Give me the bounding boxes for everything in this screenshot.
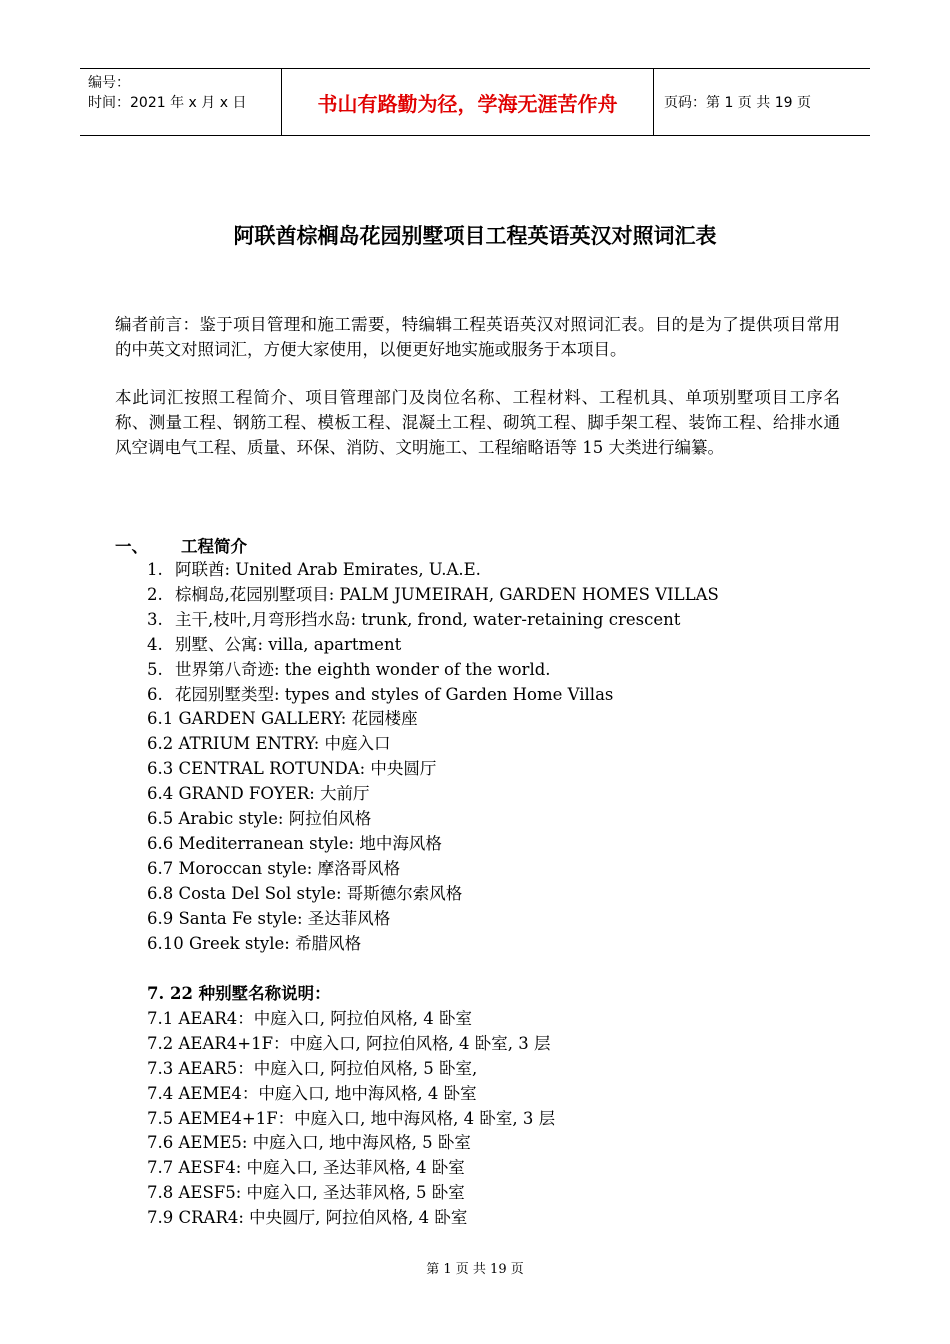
list-item: 7.7 AESF4: 中庭入口, 圣达菲风格, 4 卧室 bbox=[147, 1158, 465, 1178]
header-meta-cell bbox=[80, 69, 282, 135]
list-item: 6.8 Costa Del Sol style: 哥斯德尔索风格 bbox=[147, 883, 463, 903]
section-title: 工程简介 bbox=[181, 537, 247, 556]
villa-list bbox=[147, 982, 555, 1231]
list-item bbox=[147, 608, 719, 633]
header-table bbox=[80, 68, 870, 136]
date-line: 时间：2021 年 x 月 x 日 bbox=[88, 95, 247, 111]
list-item: 6.5 Arabic style: 阿拉伯风格 bbox=[147, 809, 372, 829]
section-heading bbox=[115, 535, 247, 559]
list-item: 6.1 GARDEN GALLERY: 花园楼座 bbox=[147, 709, 418, 729]
header-page-info: 页码：第 1 页 共 19 页 bbox=[664, 95, 811, 111]
term-list bbox=[147, 558, 719, 957]
item-number: 1. bbox=[147, 560, 163, 579]
item-number: 4. bbox=[147, 634, 163, 654]
list-item bbox=[147, 683, 719, 708]
list-item bbox=[147, 558, 719, 583]
list-item: 6.10 Greek style: 希腊风格 bbox=[147, 933, 362, 953]
list-item: 7.4 AEME4：中庭入口, 地中海风格, 4 卧室 bbox=[147, 1083, 477, 1103]
item-number: 2. bbox=[147, 584, 163, 604]
list-item: 7.6 AEME5: 中庭入口, 地中海风格, 5 卧室 bbox=[147, 1133, 471, 1153]
code-label: 编号： bbox=[88, 75, 130, 91]
item-number: 3. bbox=[147, 609, 163, 629]
list-item bbox=[147, 633, 719, 658]
list-item: 6.2 ATRIUM ENTRY: 中庭入口 bbox=[147, 734, 391, 754]
list-item: 7.5 AEME4+1F：中庭入口, 地中海风格, 4 卧室, 3 层 bbox=[147, 1108, 556, 1128]
item-text: 花园别墅类型: types and styles of Garden Home Villas bbox=[175, 684, 614, 704]
item-number: 6. bbox=[147, 684, 163, 704]
list-item bbox=[147, 658, 719, 683]
intro-paragraph: 本此词汇按照工程简介、项目管理部门及岗位名称、工程材料、工程机具、单项别墅项目工序名称、测量工程、钢筋工程、模板工程、混凝土工程、砌筑工程、脚手架工程、装饰工程、给排水通风空调电气工程、质量、环保、消防、文明施工、工程缩略语等 15 大类进行编纂。 bbox=[115, 388, 840, 457]
item-text: 棕榈岛,花园别墅项目: PALM JUMEIRAH, GARDEN HOMES VILLAS bbox=[175, 584, 719, 604]
list-item: 6.9 Santa Fe style: 圣达菲风格 bbox=[147, 908, 391, 928]
list-item: 6.6 Mediterranean style: 地中海风格 bbox=[147, 833, 442, 853]
list-item: 6.3 CENTRAL ROTUNDA: 中央圆厅 bbox=[147, 759, 437, 779]
document-title: 阿联酋棕榈岛花园别墅项目工程英语英汉对照词汇表 bbox=[233, 224, 717, 248]
list-item: 7.3 AEAR5：中庭入口, 阿拉伯风格, 5 卧室, bbox=[147, 1058, 478, 1078]
list-item bbox=[147, 583, 719, 608]
item-text: 世界第八奇迹: the eighth wonder of the world. bbox=[175, 659, 551, 679]
list-item: 7.1 AEAR4：中庭入口, 阿拉伯风格, 4 卧室 bbox=[147, 1008, 473, 1028]
item-number: 5. bbox=[147, 659, 163, 679]
preface-paragraph: 编者前言：鉴于项目管理和施工需要，特编辑工程英语英汉对照词汇表。目的是为了提供项目常用的中英文对照词汇，方便大家使用，以便更好地实施或服务于本项目。 bbox=[115, 315, 840, 359]
list-item: 6.4 GRAND FOYER: 大前厅 bbox=[147, 784, 370, 804]
item-text: 阿联酋: United Arab Emirates, U.A.E. bbox=[175, 560, 481, 579]
item-text: 别墅、公寓: villa, apartment bbox=[175, 634, 402, 654]
section-number: 一、 bbox=[115, 537, 148, 556]
header-motto: 书山有路勤为径，学海无涯苦作舟 bbox=[282, 69, 654, 135]
list-item: 6.7 Moroccan style: 摩洛哥风格 bbox=[147, 858, 401, 878]
list-item: 7.8 AESF5: 中庭入口, 圣达菲风格, 5 卧室 bbox=[147, 1183, 465, 1203]
list-item: 7.2 AEAR4+1F：中庭入口, 阿拉伯风格, 4 卧室, 3 层 bbox=[147, 1033, 551, 1053]
page-footer: 第 1 页 共 19 页 bbox=[426, 1262, 524, 1277]
item-text: 主干,枝叶,月弯形挡水岛: trunk, frond, water-retaining crescent bbox=[175, 609, 681, 629]
villa-list-heading: 7. 22 种别墅名称说明： bbox=[147, 984, 331, 1003]
list-item: 7.9 CRAR4: 中央圆厅, 阿拉伯风格, 4 卧室 bbox=[147, 1208, 468, 1228]
